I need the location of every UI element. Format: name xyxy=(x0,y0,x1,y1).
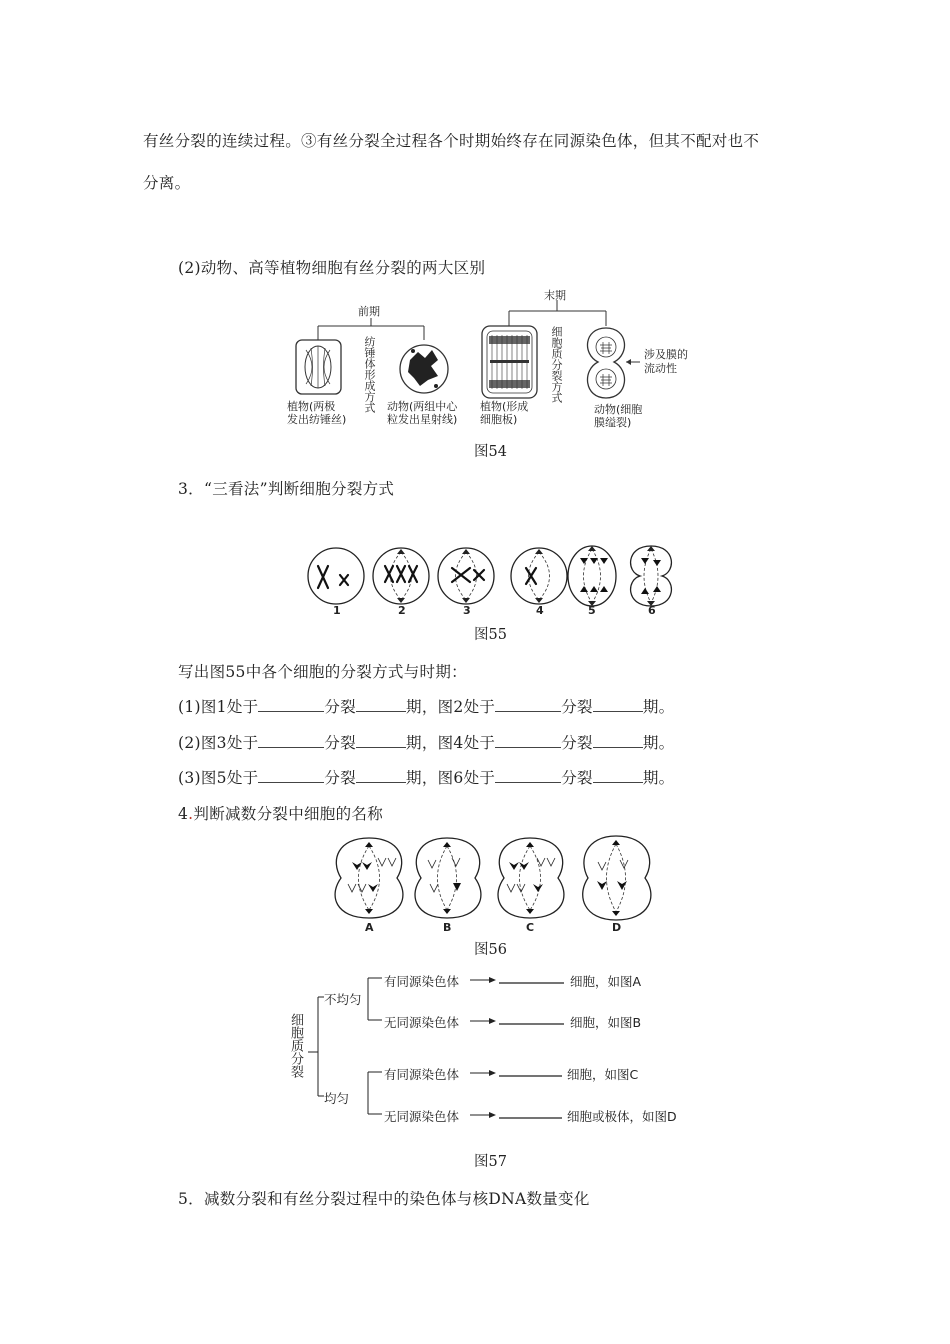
fig57-row1-left: 有同源染色体 xyxy=(384,974,460,989)
fig57-row4-left: 无同源染色体 xyxy=(384,1109,460,1124)
fig54-animal2-line2: 膜缢裂) xyxy=(594,416,632,429)
fig54-plant2-line1: 植物(形成 xyxy=(480,400,529,413)
fig57-row2-left: 无同源染色体 xyxy=(384,1015,460,1030)
fig54-caption: 图54 xyxy=(474,444,507,460)
fig57-even: 均匀 xyxy=(324,1091,350,1106)
fig54-plant2-line2: 细胞板) xyxy=(480,413,518,426)
fig54-prophase-label: 前期 xyxy=(358,305,380,318)
fig55-label-5: 5 xyxy=(588,604,596,617)
q3-part-e: 期。 xyxy=(642,769,675,787)
fig57-row4-right: 细胞或极体，如图D xyxy=(567,1109,677,1124)
fig57-caption: 图57 xyxy=(474,1154,507,1170)
paragraph-line-1: 有丝分裂的连续过程。③有丝分裂全过程各个时期始终存在同源染色体，但其不配对也不 xyxy=(143,132,760,150)
q1-part-b: 分裂 xyxy=(324,698,357,716)
section4-dot: . xyxy=(188,805,194,823)
section3-title: “三看法”判断细胞分裂方式 xyxy=(203,480,395,498)
fig55-label-6: 6 xyxy=(648,604,656,617)
q2-part-a: (2)图3处于 xyxy=(178,734,259,752)
section2-heading: (2)动物、高等植物细胞有丝分裂的两大区别 xyxy=(178,259,486,277)
fig54-animal2-line1: 动物(细胞 xyxy=(594,403,643,416)
fig55-caption: 图55 xyxy=(474,627,507,643)
section4-number: 4 xyxy=(178,805,189,823)
fig56-label-c: C xyxy=(526,921,535,934)
fig54-spindle-mode: 纺锤体形成方式 xyxy=(363,336,376,413)
fig56-label-d: D xyxy=(612,921,622,934)
fig57-row1-right: 细胞，如图A xyxy=(570,974,642,989)
q2-part-e: 期。 xyxy=(642,734,675,752)
fig54-membrane-line2: 流动性 xyxy=(644,362,677,375)
fig55-label-4: 4 xyxy=(536,604,544,617)
fig54-animal1-line1: 动物(两组中心 xyxy=(387,400,458,413)
fig56-label-a: A xyxy=(365,921,374,934)
section5-heading: 5．减数分裂和有丝分裂过程中的染色体与核DNA数量变化 xyxy=(178,1190,590,1208)
fig54-animal1-line2: 粒发出星射线) xyxy=(387,413,458,426)
fig55-label-3: 3 xyxy=(463,604,471,617)
section3-number: 3． xyxy=(178,480,204,498)
q3-part-d: 分裂 xyxy=(561,769,593,787)
q1-part-d: 分裂 xyxy=(561,698,593,716)
fig56-caption: 图56 xyxy=(474,942,507,958)
fig57-uneven: 不均匀 xyxy=(324,992,362,1007)
fig57-row3-right: 细胞，如图C xyxy=(567,1067,639,1082)
fig57-row2-right: 细胞，如图B xyxy=(570,1015,642,1030)
q2-part-b: 分裂 xyxy=(324,734,357,752)
fig54-telophase-label: 末期 xyxy=(544,289,566,302)
fig54-cytokinesis-mode: 细胞质分裂方式 xyxy=(550,326,563,403)
q3-part-c: 期，图6处于 xyxy=(406,769,496,787)
fig54-membrane-line1: 涉及膜的 xyxy=(644,348,688,361)
q3-part-a: (3)图5处于 xyxy=(178,769,259,787)
fig54-plant1-line2: 发出纺锤丝) xyxy=(287,413,347,426)
section3-instruction: 写出图55中各个细胞的分裂方式与时期： xyxy=(178,663,467,681)
section4-title: 判断减数分裂中细胞的名称 xyxy=(193,805,384,823)
q2-part-c: 期，图4处于 xyxy=(406,734,496,752)
q1-part-c: 期，图2处于 xyxy=(406,698,496,716)
fig54-plant1-line1: 植物(两极 xyxy=(287,400,336,413)
q2-part-d: 分裂 xyxy=(561,734,593,752)
fig55-label-1: 1 xyxy=(333,604,341,617)
fig57-row3-left: 有同源染色体 xyxy=(384,1067,460,1082)
q3-part-b: 分裂 xyxy=(324,769,357,787)
fig55-label-2: 2 xyxy=(398,604,406,617)
q1-part-a: (1)图1处于 xyxy=(178,698,259,716)
fig57-root: 细胞质分裂 xyxy=(288,1013,303,1078)
q1-part-e: 期。 xyxy=(642,698,675,716)
paragraph-line-2: 分离。 xyxy=(143,174,191,192)
fig56-label-b: B xyxy=(443,921,452,934)
